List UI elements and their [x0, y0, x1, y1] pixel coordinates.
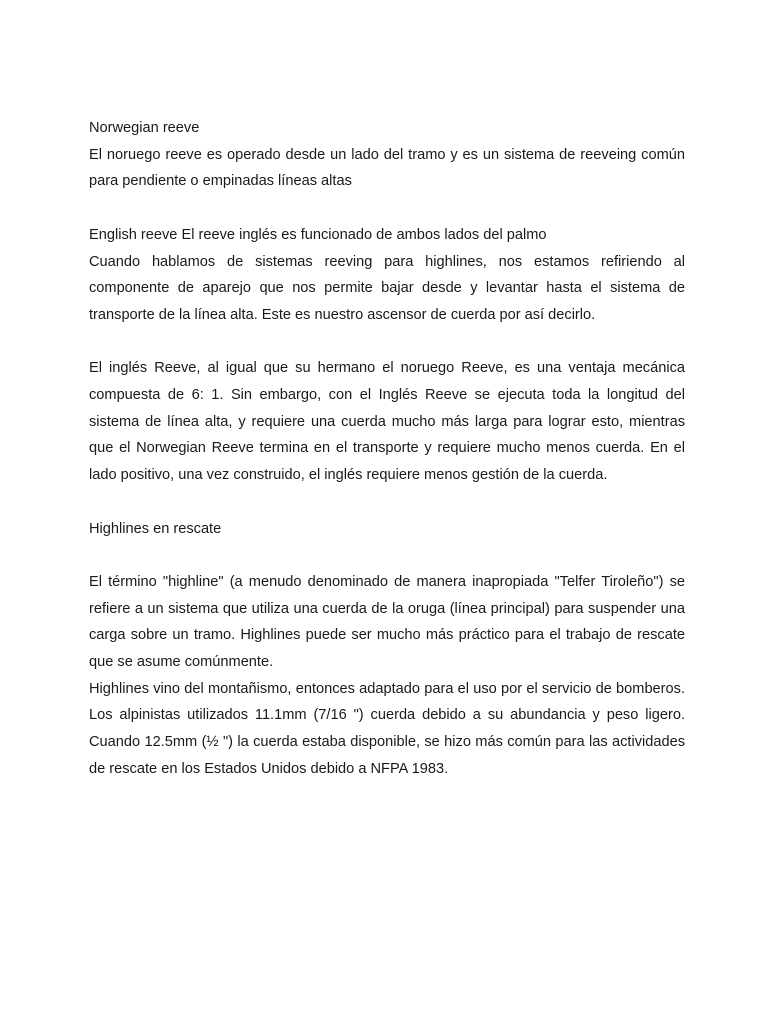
document-body [89, 115, 685, 783]
paragraph-highline-history: Highlines vino del montañismo, entonces adaptado para el uso por el servicio de bomberos. Los alpinistas utilizados 11.1mm (7/16 ") cuerda debido a su abundancia y peso ligero. Cuando 12.5mm (½ ") la cuerda estaba disponible, se hizo más común para las actividades de rescate en los Estados Unidos debido a NFPA 1983. [89, 680, 685, 777]
paragraph-reeving-systems: Cuando hablamos de sistemas reeving para highlines, nos estamos refiriendo al componente de aparejo que nos permite bajar desde y levantar hasta el sistema de transporte de la línea alta. Este es nuestro ascensor de cuerda por así decirlo. [89, 253, 685, 323]
heading-english-reeve: English reeve El reeve inglés es funcionado de ambos lados del palmo [89, 226, 547, 243]
heading-highlines-rescue: Highlines en rescate [89, 520, 222, 537]
paragraph-highline-definition: El término "highline" (a menudo denominado de manera inapropiada "Telfer Tiroleño") se refiere a un sistema que utiliza una cuerda de la oruga (línea principal) para suspender una carga sobre un tramo. Highlines puede ser mucho más práctico para el trabajo de rescate que se asume comúnmente. [89, 573, 685, 670]
paragraph-reeve-comparison: El inglés Reeve, al igual que su hermano el noruego Reeve, es una ventaja mecánica compuesta de 6: 1. Sin embargo, con el Inglés Reeve se ejecuta toda la longitud del sistema de línea alta, y requiere una cuerda mucho más larga para lograr esto, mientras que el Norwegian Reeve termina en el transporte y requiere mucho menos cuerda. En el lado positivo, una vez construido, el inglés requiere menos gestión de la cuerda. [89, 360, 685, 484]
heading-norwegian-reeve: Norwegian reeve [89, 120, 200, 136]
paragraph-norwegian-reeve: El noruego reeve es operado desde un lado del tramo y es un sistema de reeveing común para pendiente o empinadas líneas altas [89, 146, 685, 190]
